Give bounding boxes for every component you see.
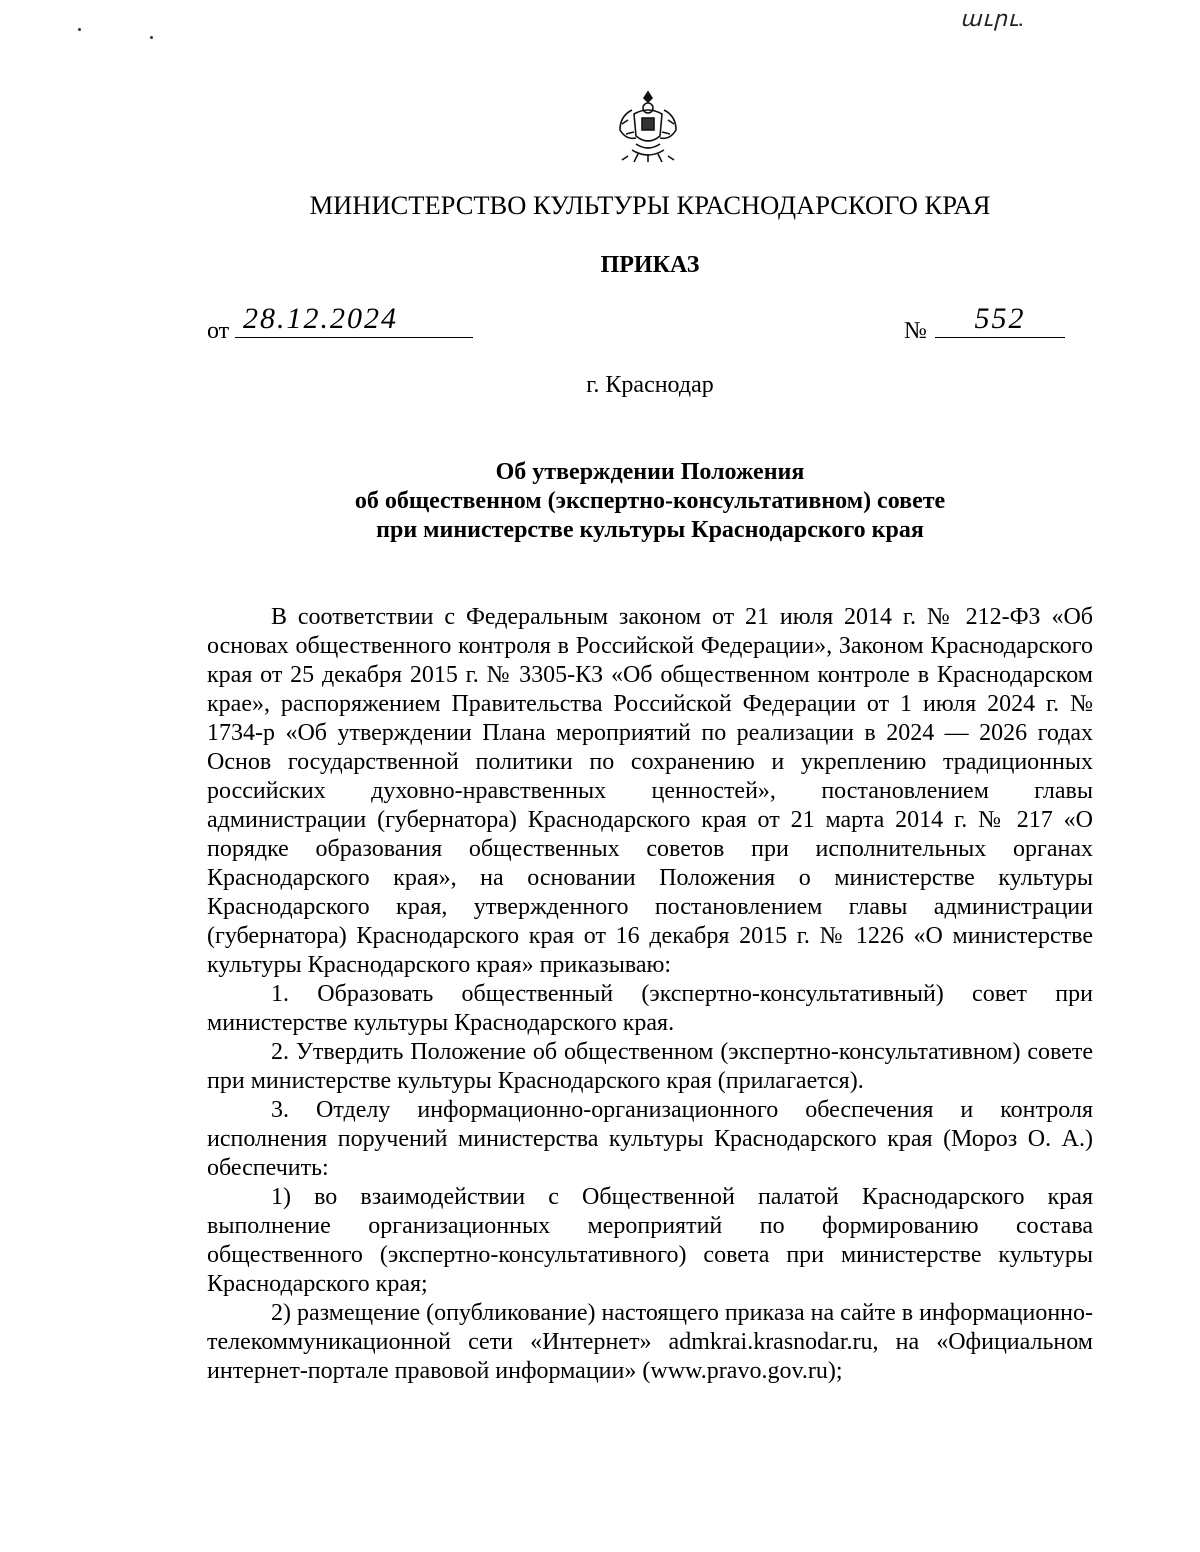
number-label: № — [904, 318, 927, 344]
clause-3: 3. Отделу информационно-организационного обеспечения и контроля исполнения поручений министерства культуры Краснодарского края (Мороз О. А.) обеспечить: — [207, 1097, 1093, 1181]
coat-of-arms-icon — [612, 88, 684, 164]
city: г. Краснодар — [586, 372, 714, 398]
clause-1: 1. Образовать общественный (экспертно-консультативный) совет при министерстве культуры Краснодарского края. — [207, 981, 1093, 1036]
subject-line: об общественном (экспертно-консультативном) совете — [354, 488, 946, 514]
subject-line: при министерстве культуры Краснодарского края — [376, 517, 924, 543]
date-number-row — [207, 302, 1087, 346]
subject-line: Об утверждении Положения — [495, 459, 805, 485]
scan-speck — [78, 28, 81, 31]
date-prefix: от — [207, 318, 230, 344]
order-title: ПРИКАЗ — [600, 252, 700, 278]
subclause-3-1: 1) во взаимодействии с Общественной палатой Краснодарского края выполнение организационных мероприятий по формированию состава общественного (экспертно-консультативного) совета при министерстве культуры Краснодарского края; — [207, 1184, 1093, 1297]
corner-handwritten-mark: աւրւ. — [960, 6, 1025, 31]
order-body — [207, 603, 1093, 1386]
scan-speck — [150, 36, 153, 39]
order-subject — [0, 458, 1200, 545]
preamble-paragraph: В соответствии с Федеральным законом от 21 июля 2014 г. № 212-ФЗ «Об основах общественного контроля в Российской Федерации», Законом Краснодарского края от 25 декабря 2015 г. № 3305-КЗ «Об общественном контроле в Краснодарском крае», распоряжением Правительства Российской Федерации от 1 июля 2024 г. № 1734-р «Об утверждении Плана мероприятий по реализации в 2024 — 2026 годах Основ государственной политики по сохранению и укреплению традиционных российских духовно-нравственных ценностей», постановлением главы администрации (губернатора) Краснодарского края от 21 марта 2014 г. № 217 «О порядке образования общественных советов при исполнительных органах Краснодарского края», на основании Положения о министерстве культуры Краснодарского края, утвержденного постановлением главы администрации (губернатора) Краснодарского края от 16 декабря 2015 г. № 1226 «О министерстве культуры Краснодарского края» приказываю: — [207, 604, 1093, 978]
clause-2: 2. Утвердить Положение об общественном (экспертно-консультативном) совете при министерстве культуры Краснодарского края (прилагается). — [207, 1039, 1093, 1094]
handwritten-number: 552 — [935, 302, 1065, 338]
subclause-3-2: 2) размещение (опубликование) настоящего приказа на сайте в информационно-телекоммуникационной сети «Интернет» admkrai.krasnodar.ru, на «Официальном интернет-портале правовой информации» (www.pravo.gov.ru); — [207, 1300, 1093, 1384]
ministry-name: МИНИСТЕРСТВО КУЛЬТУРЫ КРАСНОДАРСКОГО КРАЯ — [309, 190, 991, 220]
handwritten-date: 28.12.2024 — [235, 302, 473, 338]
